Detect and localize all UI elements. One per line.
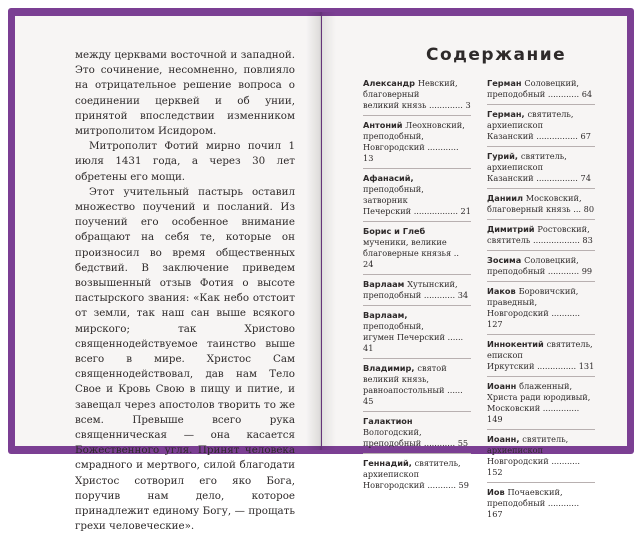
toc-entry-line: святитель, епископ — [487, 339, 593, 360]
toc-entry-line: Ростовский, — [537, 224, 590, 234]
toc-column-2 — [487, 78, 595, 528]
left-page-text — [75, 48, 295, 535]
toc-entry — [363, 416, 471, 454]
toc-entry — [487, 193, 595, 220]
toc-entry-line: Печерский ................. 21 — [363, 206, 471, 216]
toc-entry-line: Невский, — [417, 78, 458, 88]
toc-entry-line: благоверный — [363, 89, 420, 99]
toc-entry-line: Казанский ................ 74 — [487, 173, 591, 183]
toc-entry — [363, 310, 471, 359]
toc-entry — [363, 458, 471, 495]
toc-entry-line: Почаевский, — [507, 487, 563, 497]
toc-entry-line: благоверный князь ... 80 — [487, 204, 595, 214]
toc-entry — [487, 487, 595, 524]
toc-entry-name: Варлаам — [363, 279, 408, 289]
toc-title: Содержание — [426, 45, 567, 65]
toc-entry-line: Вологодский, — [363, 427, 422, 437]
toc-entry-line: игумен Печерский ...... 41 — [363, 332, 464, 353]
toc-entry-line: святитель, — [414, 458, 461, 468]
toc-entry-name: Антоний — [363, 120, 406, 130]
toc-entry — [487, 381, 595, 430]
toc-entry-line: блаженный, — [519, 381, 573, 391]
toc-entry-line: Иркутский ............... 131 — [487, 361, 595, 371]
toc-entry-line: Христа ради юродивый, — [487, 392, 591, 402]
toc-entry — [363, 279, 471, 306]
toc-entry-name: Иаков — [487, 286, 519, 296]
toc-entry-name: Варлаам, — [363, 310, 408, 320]
toc-entry — [487, 339, 595, 377]
toc-entry-name: Иоанн, — [487, 434, 523, 444]
toc-entry — [487, 434, 595, 483]
toc-entry-line: мученики, великие — [363, 237, 447, 247]
toc-entry — [487, 109, 595, 147]
toc-entry — [363, 78, 471, 116]
toc-entry-name: Гурий, — [487, 151, 521, 161]
toc-entry-name: Борис и Глеб — [363, 226, 426, 236]
paragraph: Митрополит Фотий мирно почил 1 июля 1431 года, а через 30 лет обретены его мощи. — [75, 140, 295, 183]
toc-entry-name: Владимир, — [363, 363, 418, 373]
toc-entry-line: равноапостольный ...... 45 — [363, 385, 463, 406]
toc-entry-line: Соловецкий, — [524, 255, 579, 265]
toc-entry — [363, 120, 471, 169]
toc-entry-name: Геннадий, — [363, 458, 415, 468]
toc-entry-line: Московский, — [525, 193, 582, 203]
toc-entry-name: Александр — [363, 78, 418, 88]
toc-entry-name: Иоанн — [487, 381, 520, 391]
toc-entry-line: Новгородский ........... 152 — [487, 456, 580, 477]
toc-entry-name: Димитрий — [487, 224, 538, 234]
toc-entry-line: Казанский ................ 67 — [487, 131, 591, 141]
toc-entry-line: Хутынский, — [407, 279, 458, 289]
toc-entry — [363, 363, 471, 412]
toc-entry-line: преподобный ............ 99 — [487, 266, 593, 276]
toc-entry-line: Новгородский ........... 59 — [363, 480, 469, 490]
toc-entry-line: святой — [417, 363, 447, 373]
toc-entry-name: Галактион — [363, 416, 413, 426]
toc-entry-line: великий князь ............. 3 — [363, 100, 471, 110]
book-spine-shadow — [306, 12, 336, 450]
toc-entry-line: Новгородский ............ 13 — [363, 142, 459, 163]
toc-entry-line: святитель, — [527, 109, 574, 119]
toc-entry-line: великий князь, — [363, 374, 430, 384]
toc-entry — [363, 173, 471, 222]
toc-entry-line: святитель, — [522, 434, 569, 444]
toc-entry-line: Боровичский, — [518, 286, 579, 296]
toc-entry-line: преподобный ............ 167 — [487, 498, 580, 519]
paragraph: Этот учительный пастырь оставил множество поучений и посланий. Из поучений его особенное внимание обращают на себя те, которые он произносил во время общественных бедствий. В заключение приведем возвышенный отзыв Фотия о высоте пастырского звания: «Как небо отстоит от земли, так наш сан выше всякого мирского; так Христово священнодействуемое таинство выше всего в мире. Христос Сам священнодействовал, дав нам Тело Свое и Кровь Свою в пищу и питие, и завещал через апостолов творить то же всем. Превыше всего рука священническая — она касается Божественного угля. Принят человека смрадного и мертвого, силой благодати Христос сотворил его яко Бога, поручив нам дело, которое принадлежит единому Богу, — прощать грехи человеческие». — [75, 185, 295, 533]
toc-entry-line: архиепископ — [487, 120, 544, 130]
toc-entry-line: праведный, — [487, 297, 538, 307]
toc-entry-line: святитель .................. 83 — [487, 235, 593, 245]
toc-entry-line: преподобный, — [363, 321, 424, 331]
toc-entry-line: Соловецкий, — [524, 78, 580, 88]
toc-entry-name: Иннокентий — [487, 339, 547, 349]
toc-entry — [363, 226, 471, 275]
toc-entry-name: Афанасий, — [363, 173, 414, 183]
toc-entry-line: преподобный ............ 34 — [363, 290, 469, 300]
toc-entry-line: благоверные князья .. 24 — [363, 248, 459, 269]
toc-entry — [487, 224, 595, 251]
toc-entry-line: затворник — [363, 195, 408, 205]
toc-entry-name: Даниил — [487, 193, 526, 203]
toc-entry-name: Зосима — [487, 255, 525, 265]
toc-entry-name: Иов — [487, 487, 508, 497]
toc-entry — [487, 255, 595, 282]
toc-entry-name: Герман, — [487, 109, 528, 119]
toc-entry-line: преподобный ............ 64 — [487, 89, 593, 99]
toc-column-1 — [363, 78, 471, 499]
toc-entry-line: преподобный ............ 55 — [363, 438, 469, 448]
toc-entry — [487, 151, 595, 189]
toc-entry-line: святитель, — [520, 151, 567, 161]
toc-entry-line: Леохновский, — [405, 120, 465, 130]
toc-entry — [487, 78, 595, 105]
toc-entry-line: Московский .............. 149 — [487, 403, 580, 424]
toc-entry-line: архиепископ — [363, 469, 420, 479]
toc-entry-line: Новгородский ........... 127 — [487, 308, 580, 329]
toc-entry — [487, 286, 595, 335]
toc-entry-line: архиепископ — [487, 445, 544, 455]
paragraph: между церквами восточной и западной. Это сочинение, несомненно, повлияло на отрицательное решение вопроса о соединении церквей и об унии, принятой впоследствии изменником митрополитом Исидором. — [75, 49, 295, 138]
toc-entry-line: преподобный, — [363, 131, 424, 141]
toc-entry-name: Герман — [487, 78, 525, 88]
toc-entry-line: преподобный, — [363, 184, 424, 194]
toc-entry-line: архиепископ — [487, 162, 544, 172]
